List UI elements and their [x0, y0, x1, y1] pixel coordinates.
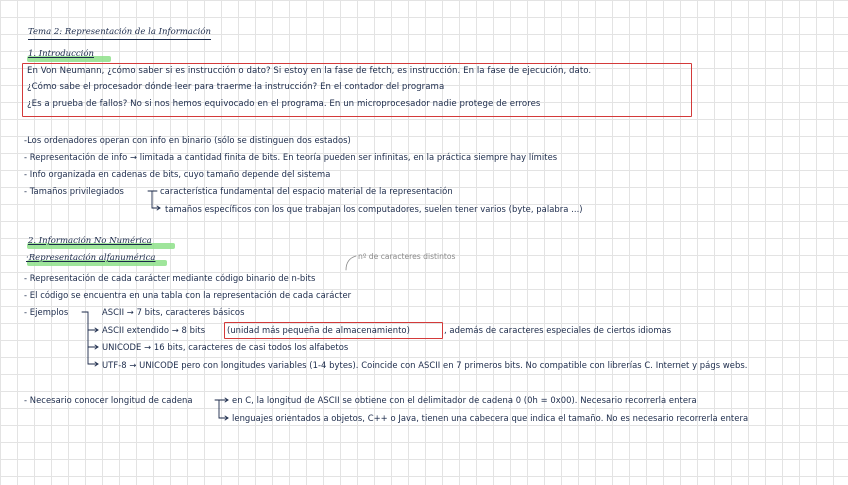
length-line: - Necesario conocer longitud de cadena — [24, 395, 193, 405]
question-line-1: En Von Neumann, ¿cómo saber si es instrucción o dato? Si estoy en la fase de fetch, es instrucción. En la fase de ejecución, dato. — [27, 66, 592, 76]
section-2-heading: 2. Información No Numérica — [28, 236, 152, 246]
alnum-line-2: - El código se encuentra en una tabla con la representación de cada carácter — [24, 290, 352, 300]
alnum-examples: - Ejemplos — [24, 307, 69, 317]
alnum-line-1: - Representación de cada carácter mediante código binario de n-bits — [24, 273, 316, 283]
bullet-limited: - Representación de info → limitada a cantidad finita de bits. En teoría pueden ser infinitas, en la práctica siempre hay límites — [24, 152, 558, 162]
question-line-3: ¿Es a prueba de fallos? No si nos hemos equivocado en el programa. En un microprocesador nadie protege de errores — [27, 99, 541, 109]
example-ascii: ASCII → 7 bits, caracteres básicos — [102, 307, 245, 317]
sizes-branch-2: tamaños específicos con los que trabajan los computadores, suelen tener varios (byte, palabra ...) — [165, 204, 583, 214]
example-utf8: UTF-8 → UNICODE pero con longitudes variables (1-4 bytes). Coincide con ASCII en 7 primeros bits. No compatible con librerías C. Internet y págs webs. — [102, 360, 748, 370]
question-line-2: ¿Cómo sabe el procesador dónde leer para traerme la instrucción? En el contador del programa — [27, 82, 445, 92]
bullet-sizes: - Tamaños privilegiados — [24, 186, 124, 196]
example-unicode: UNICODE → 16 bits, caracteres de casi todos los alfabetos — [102, 342, 349, 352]
bullet-binary: -Los ordenadores operan con info en binario (sólo se distinguen dos estados) — [24, 135, 351, 145]
length-branch-oop: lenguajes orientados a objetos, C++ o Java, tienen una cabecera que indica el tamaño. No es necesario recorrerla entera — [232, 413, 749, 423]
bits-annotation: nº de caracteres distintos — [358, 252, 456, 261]
example-ascii-ext-suffix: , además de caracteres especiales de ciertos idiomas — [444, 325, 672, 335]
section-2-subheading: ·Representación alfanumérica — [26, 253, 156, 263]
example-ascii-ext-boxed: (unidad más pequeña de almacenamiento) — [227, 325, 410, 335]
length-branch-c: en C, la longitud de ASCII se obtiene con el delimitador de cadena 0 (0h = 0x00). Necesario recorrerla entera — [232, 395, 697, 405]
page-title: Tema 2: Representación de la Información — [28, 27, 211, 40]
section-1-heading: 1. Introducción — [28, 49, 94, 59]
example-ascii-ext: ASCII extendido → 8 bits — [102, 325, 206, 335]
bullet-bit-strings: - Info organizada en cadenas de bits, cuyo tamaño depende del sistema — [24, 169, 331, 179]
sizes-branch-1: característica fundamental del espacio material de la representación — [160, 186, 453, 196]
